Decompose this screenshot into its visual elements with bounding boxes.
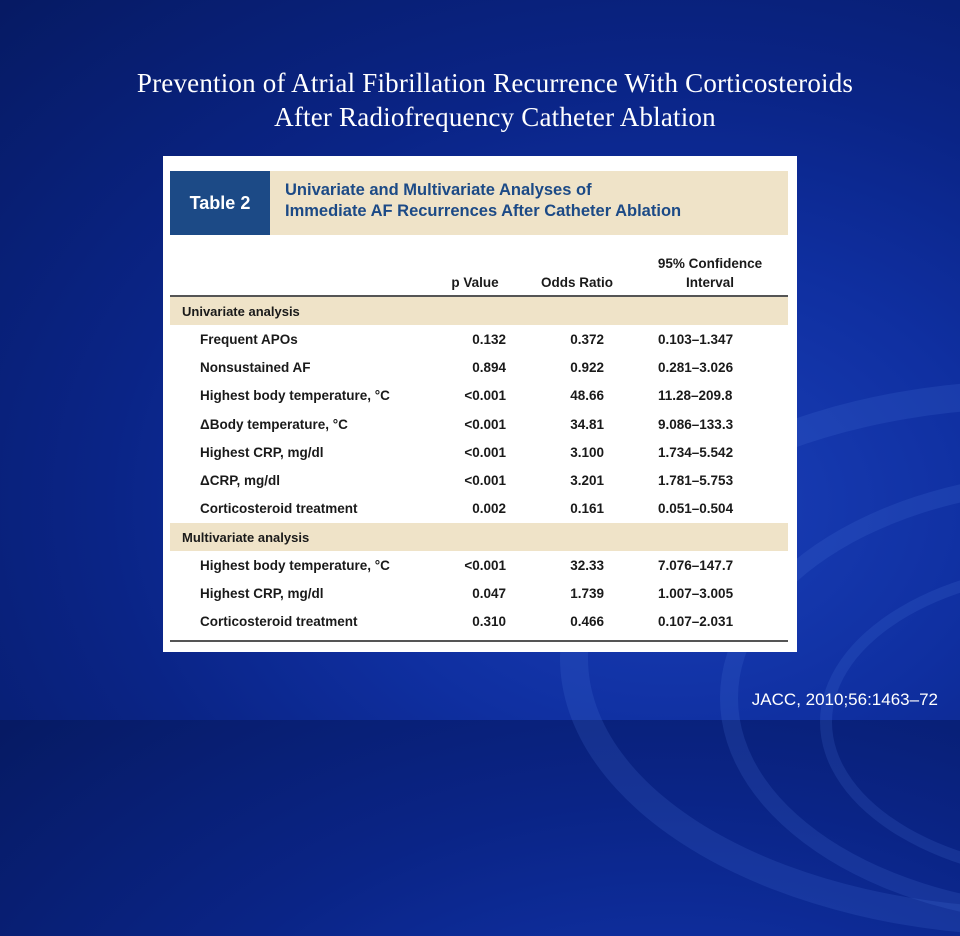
row-confidence-interval: 0.107–2.031	[658, 614, 734, 630]
row-odds-ratio: 3.201	[570, 473, 604, 489]
slide-title-line-2: After Radiofrequency Catheter Ablation	[274, 102, 716, 132]
section-row-multivariate: Multivariate analysis	[170, 523, 788, 551]
table-caption-line-1: Univariate and Multivariate Analyses of	[285, 181, 592, 199]
row-odds-ratio: 0.161	[570, 501, 604, 517]
row-label: Frequent APOs	[200, 331, 298, 347]
row-p-value: 0.002	[472, 501, 506, 517]
table-row	[170, 438, 788, 466]
row-confidence-interval: 1.781–5.753	[658, 473, 734, 489]
row-odds-ratio: 0.466	[570, 614, 604, 630]
background-swoosh	[820, 560, 960, 884]
row-label: Corticosteroid treatment	[200, 614, 358, 630]
row-p-value: <0.001	[464, 557, 506, 573]
row-label: Corticosteroid treatment	[200, 501, 358, 517]
row-odds-ratio: 0.372	[570, 331, 604, 347]
row-p-value: 0.047	[472, 586, 506, 602]
row-odds-ratio: 34.81	[570, 416, 604, 432]
row-odds-ratio: 1.739	[570, 586, 604, 602]
row-confidence-interval: 1.007–3.005	[658, 586, 734, 602]
table-header	[170, 171, 788, 235]
slide-title	[40, 66, 950, 134]
table-row	[170, 325, 788, 353]
table-row	[170, 466, 788, 494]
table-row	[170, 410, 788, 438]
table-row	[170, 608, 788, 636]
table-body	[170, 297, 788, 636]
row-confidence-interval: 7.076–147.7	[658, 557, 734, 573]
row-odds-ratio: 0.922	[570, 359, 604, 375]
row-confidence-interval: 0.051–0.504	[658, 501, 734, 517]
column-header-p-value: p Value	[451, 275, 499, 290]
table-row	[170, 353, 788, 381]
row-label: Highest body temperature, °C	[200, 557, 390, 573]
row-confidence-interval: 0.103–1.347	[658, 331, 734, 347]
row-confidence-interval: 11.28–209.8	[658, 388, 733, 404]
table-row	[170, 495, 788, 523]
row-p-value: 0.310	[472, 614, 506, 630]
column-header-ci-line-1: 95% Confidence	[657, 256, 763, 271]
row-label: Highest body temperature, °C	[200, 388, 390, 404]
footer-rule	[170, 640, 788, 642]
row-p-value: 0.894	[472, 359, 506, 375]
row-label: ΔBody temperature, °C	[200, 416, 348, 432]
row-label: Highest CRP, mg/dl	[200, 444, 324, 460]
row-odds-ratio: 48.66	[570, 388, 604, 404]
table-figure	[163, 156, 797, 652]
row-odds-ratio: 3.100	[570, 444, 604, 460]
column-header-confidence-interval	[635, 254, 785, 292]
row-p-value: <0.001	[464, 388, 506, 404]
table-row	[170, 382, 788, 410]
row-label: Highest CRP, mg/dl	[200, 586, 324, 602]
row-p-value: <0.001	[464, 416, 506, 432]
row-confidence-interval: 1.734–5.542	[658, 444, 734, 460]
table-row	[170, 579, 788, 607]
section-row-univariate: Univariate analysis	[170, 297, 788, 325]
slide-title-line-1: Prevention of Atrial Fibrillation Recurrence With Corticosteroids	[136, 68, 854, 98]
table-caption-line-2: Immediate AF Recurrences After Catheter Ablation	[285, 202, 682, 220]
row-label: ΔCRP, mg/dl	[200, 473, 280, 489]
row-p-value: <0.001	[464, 473, 506, 489]
row-confidence-interval: 0.281–3.026	[658, 359, 734, 375]
row-label: Nonsustained AF	[200, 359, 311, 375]
row-confidence-interval: 9.086–133.3	[658, 416, 734, 432]
row-p-value: 0.132	[472, 331, 506, 347]
table-number: Table 2	[170, 171, 270, 235]
column-headers	[170, 252, 788, 296]
column-header-ci-line-2: Interval	[685, 275, 735, 290]
table-row	[170, 551, 788, 579]
row-odds-ratio: 32.33	[570, 557, 604, 573]
citation: JACC, 2010;56:1463–72	[751, 690, 938, 709]
row-p-value: <0.001	[464, 444, 506, 460]
table-caption	[270, 171, 788, 235]
column-header-odds-ratio: Odds Ratio	[540, 275, 613, 290]
